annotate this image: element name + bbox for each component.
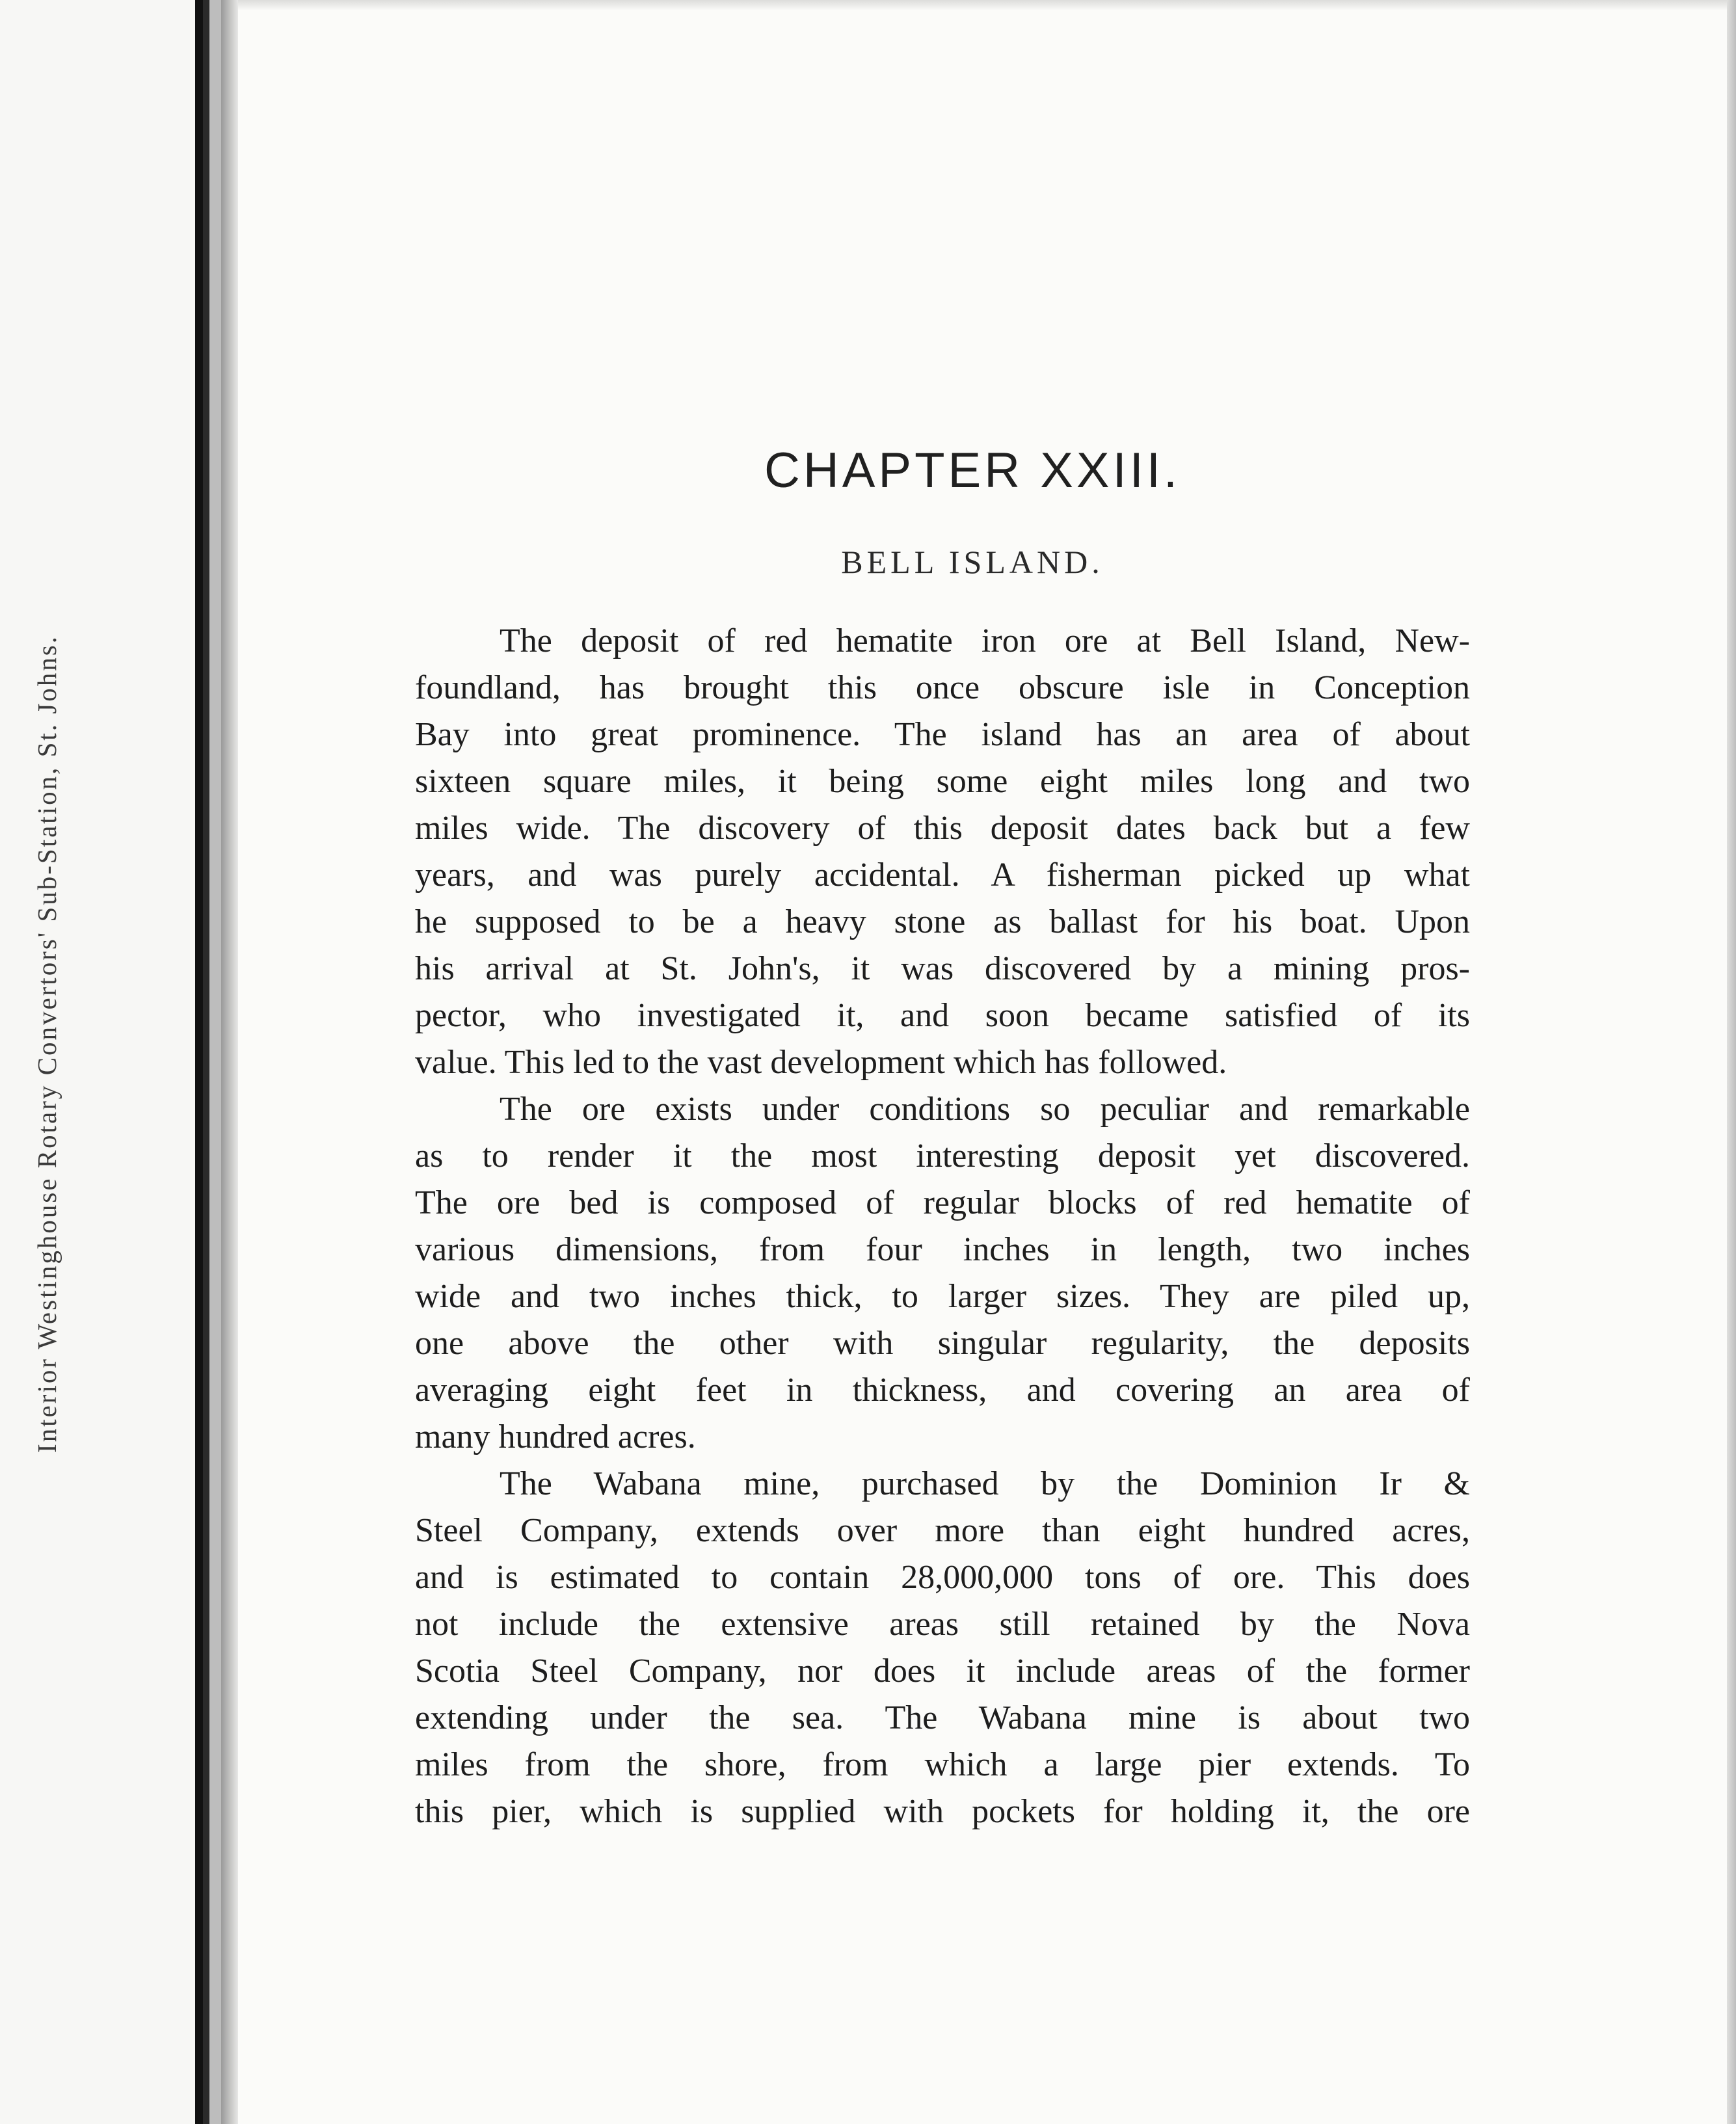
text-line: miles wide. The discovery of this deposit dates back but a few	[415, 810, 1470, 847]
chapter-title: CHAPTER XXIII.	[764, 443, 1181, 498]
margin-caption: Interior Westinghouse Rotary Convertors' Sub-Station, St. Johns.	[32, 635, 62, 1453]
text-line: The ore exists under conditions so peculiar and remarkable	[500, 1091, 1470, 1128]
text-line: not include the extensive areas still retained by the Nova	[415, 1606, 1470, 1643]
text-line: pector, who investigated it, and soon became satisfied of its	[415, 997, 1470, 1034]
text-line: his arrival at St. John's, it was discovered by a mining pros-	[415, 950, 1470, 987]
text-line: years, and was purely accidental. A fisherman picked up what	[415, 856, 1470, 894]
text-line: extending under the sea. The Wabana mine is about two	[415, 1699, 1470, 1736]
body-text	[415, 618, 1470, 1835]
page-right-edge	[1727, 0, 1736, 2124]
text-line: The deposit of red hematite iron ore at Bell Island, New-	[500, 622, 1470, 659]
gutter-shadow	[221, 0, 238, 2124]
text-line: The Wabana mine, purchased by the Dominion Ir &	[500, 1465, 1470, 1502]
page-top-edge	[238, 0, 1736, 10]
text-line: and is estimated to contain 28,000,000 tons of ore. This does	[415, 1559, 1470, 1596]
text-line: many hundred acres.	[415, 1418, 696, 1455]
left-margin	[0, 0, 195, 2124]
text-line: Scotia Steel Company, nor does it include areas of the former	[415, 1653, 1470, 1690]
text-line: Steel Company, extends over more than eight hundred acres,	[415, 1512, 1470, 1549]
text-line: value. This led to the vast development which has followed.	[415, 1044, 1227, 1081]
text-line: miles from the shore, from which a large pier extends. To	[415, 1746, 1470, 1783]
text-line: wide and two inches thick, to larger sizes. They are piled up,	[415, 1278, 1470, 1315]
text-line: Bay into great prominence. The island has an area of about	[415, 716, 1470, 753]
text-line: one above the other with singular regularity, the deposits	[415, 1325, 1470, 1362]
text-line: various dimensions, from four inches in length, two inches	[415, 1231, 1470, 1268]
text-line: The ore bed is composed of regular blocks of red hematite of	[415, 1184, 1470, 1221]
text-line: he supposed to be a heavy stone as ballast for his boat. Upon	[415, 903, 1470, 940]
text-line: this pier, which is supplied with pockets for holding it, the ore	[415, 1793, 1470, 1830]
text-line: foundland, has brought this once obscure isle in Conception	[415, 669, 1470, 706]
book-spine	[195, 0, 221, 2124]
text-line: as to render it the most interesting deposit yet discovered.	[415, 1137, 1470, 1175]
chapter-subtitle: BELL ISLAND.	[841, 544, 1104, 580]
text-line: sixteen square miles, it being some eight miles long and two	[415, 763, 1470, 800]
text-line: averaging eight feet in thickness, and covering an area of	[415, 1372, 1470, 1409]
